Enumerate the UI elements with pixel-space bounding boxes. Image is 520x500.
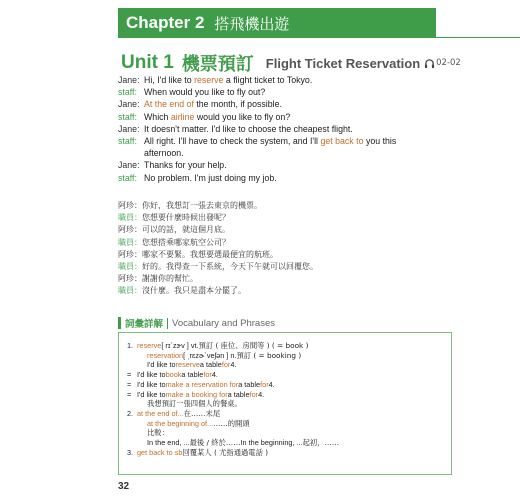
vocab-marker [127, 399, 137, 409]
key-phrase: reserve [175, 360, 200, 370]
vocab-text: I'd like to [137, 379, 166, 389]
vocab-line [127, 399, 447, 409]
speaker-label: staff: [118, 87, 137, 98]
indent [137, 419, 147, 429]
vocab-text: In the end, ... [147, 438, 190, 448]
vocab-text: ……的開頭 [213, 418, 250, 428]
text-span: Hi, I'd like to [144, 75, 195, 85]
vocab-text: 最後 / 終於…… [189, 438, 241, 448]
vocab-marker [127, 428, 137, 438]
key-phrase: reservation [147, 350, 184, 360]
translation-line [118, 237, 448, 249]
text-span: It doesn't matter. I'd like to choose the cheapest flight. [144, 123, 353, 134]
key-phrase: for [221, 360, 231, 370]
vocab-line [127, 351, 447, 361]
key-phrase: At the end of [144, 99, 194, 110]
vocab-text: a table [199, 360, 222, 370]
vocab-heading-zh: 詞彙詳解 [125, 319, 164, 330]
key-phrase: airline [170, 111, 195, 122]
dialog-text [144, 159, 448, 171]
translation-text: 哪家不要緊。我想要選最便宜的航班。 [142, 249, 278, 259]
text-span: a flight ticket to Tokyo. [223, 75, 313, 85]
dialog-text [144, 172, 448, 184]
translation-line [118, 261, 448, 273]
vocab-marker: = [127, 370, 132, 380]
dialog-line [118, 123, 448, 135]
speaker-label: 職員： [118, 262, 142, 272]
key-phrase: at the end of... [137, 408, 184, 418]
chapter-title: 搭飛機出遊 [214, 14, 290, 33]
vocab-text: a table [227, 389, 250, 399]
translation-text: 沒什麼。我只是盡本分罷了。 [142, 286, 246, 296]
text-span: When would you like to fly out? [144, 87, 266, 98]
vocab-text: 我想預訂一張四個人的餐桌。 [147, 399, 242, 409]
vocab-text: a table [181, 370, 204, 380]
dialog-text [144, 74, 448, 86]
vocab-line [127, 428, 447, 438]
dialog-text [144, 135, 448, 147]
vocab-text: a table [238, 379, 261, 389]
speaker-label: Jane: [118, 123, 140, 134]
key-phrase: make a reservation for [165, 379, 239, 389]
unit-english-title: Flight Ticket Reservation [265, 55, 421, 71]
vocab-line [127, 380, 447, 390]
vocab-heading [118, 316, 275, 330]
speaker-label: 職員： [118, 286, 142, 296]
indent [137, 399, 147, 409]
chinese-translation [118, 200, 448, 298]
speaker-label: 阿珍： [118, 274, 142, 284]
dialog-line [118, 147, 448, 159]
vocab-text: 預訂 ( 座位、房間等 ) ( = book ) [198, 341, 309, 350]
vocab-text: I'd like to [147, 360, 176, 370]
page-number: 32 [118, 481, 130, 492]
dialog-text [144, 111, 448, 123]
unit-heading [121, 50, 461, 76]
audio-track[interactable] [424, 58, 461, 69]
dialog-line [118, 74, 448, 86]
translation-line [118, 212, 448, 224]
translation-text: 好的。我得查一下系統，今天下午就可以回覆您。 [142, 262, 318, 272]
speaker-label: Jane: [118, 160, 140, 171]
speaker-label: 阿珍： [118, 249, 142, 259]
key-phrase: at the beginning of... [147, 418, 214, 428]
text-span: afternoon. [144, 148, 184, 159]
text-span: would you like to fly on? [194, 111, 291, 122]
vocab-text: I'd like to [137, 370, 166, 380]
translation-line [118, 285, 448, 297]
vocab-heading-en: Vocabulary and Phrases [172, 317, 275, 329]
dialog-line [118, 159, 448, 171]
vocab-marker: 3. [127, 447, 134, 457]
speaker-label: staff: [118, 111, 137, 122]
vocab-marker: 2. [127, 408, 134, 418]
dialog-line [118, 111, 448, 123]
vocab-text: 回覆某人 ( 尤指通過電話 ) [182, 447, 269, 457]
speaker-label: 阿珍： [118, 225, 142, 235]
indent [137, 360, 147, 370]
unit-title: 機票預訂 [181, 54, 254, 75]
key-phrase: reserve [137, 341, 162, 350]
vocab-line [127, 390, 447, 400]
speaker-label: Jane: [118, 99, 140, 110]
unit-label: Unit 1 [121, 52, 174, 73]
english-dialog [118, 74, 448, 184]
translation-text: 你好，我想訂一張去東京的機票。 [142, 201, 262, 210]
vocab-text: [ ˏrɛzɚˋveʃən ] n. [183, 350, 237, 360]
text-span: the month, if possible. [193, 99, 282, 110]
vocab-line [127, 409, 447, 419]
vocab-marker: = [127, 379, 132, 389]
key-phrase: get back to sb [137, 447, 183, 457]
vocab-line [127, 438, 447, 448]
dialog-line [118, 135, 448, 147]
speaker-label: 職員： [118, 237, 142, 247]
vocab-line [127, 448, 447, 458]
dialog-text [144, 123, 448, 135]
vocab-text: 起初，…… [302, 438, 340, 448]
vocab-marker: 1. [127, 341, 134, 350]
track-number: 02-02 [436, 58, 461, 68]
vocab-marker [127, 360, 137, 370]
text-span: you this [363, 136, 397, 147]
translation-line [118, 249, 448, 261]
vocab-text: I'd like to [137, 389, 166, 399]
vocab-box [118, 332, 452, 475]
vocab-line [127, 370, 447, 380]
text-span: All right. I'll have to check the system, and I'll [144, 136, 321, 147]
header-rule [436, 37, 520, 38]
vocab-text: In the beginning, ... [240, 438, 303, 448]
speaker-label: staff: [118, 172, 137, 183]
text-span: No problem. I'm just doing my job. [144, 172, 277, 183]
key-phrase: book [165, 370, 182, 380]
dialog-line [118, 98, 448, 110]
translation-text: 可以的話，就這個月底。 [142, 225, 230, 235]
vocab-divider [167, 318, 168, 329]
speaker-label: staff: [118, 136, 137, 147]
key-phrase: for [203, 370, 212, 380]
speaker-label: Jane: [118, 75, 140, 85]
vocab-text: 4. [230, 360, 237, 370]
vocab-marker [127, 351, 137, 361]
key-phrase: get back to [320, 136, 364, 147]
translation-line [118, 200, 448, 212]
key-phrase: for [260, 379, 269, 389]
vocab-text: 4. [258, 389, 265, 399]
vocab-line [127, 419, 447, 429]
vocab-text: 比較： [147, 428, 169, 438]
vocab-marker [127, 438, 137, 448]
indent [137, 351, 147, 361]
vocab-text: 在……末尾 [183, 408, 221, 418]
vocab-text: [ rɪˋzɝv ] vt. [161, 341, 199, 350]
dialog-line [118, 86, 448, 98]
translation-text: 您想要什麼時候出發呢？ [142, 213, 230, 223]
vocab-text: 4. [211, 370, 218, 380]
vocab-line [127, 360, 447, 370]
dialog-text [144, 147, 448, 159]
speaker-label [118, 147, 144, 159]
vocab-line [127, 341, 447, 351]
vocab-marker [127, 419, 137, 429]
headphones-icon [424, 58, 435, 69]
vocab-text: 預訂 ( = booking ) [236, 350, 302, 360]
indent [137, 428, 147, 438]
vocab-text: 4. [268, 379, 275, 389]
vocab-list [127, 341, 447, 457]
text-span: Thanks for your help. [144, 160, 227, 171]
vocab-marker [118, 317, 121, 329]
dialog-text [144, 86, 448, 98]
dialog-line [118, 172, 448, 184]
key-phrase: for [249, 389, 259, 399]
speaker-label: 職員： [118, 213, 142, 223]
indent [137, 438, 147, 448]
dialog-text [144, 98, 448, 110]
translation-line [118, 273, 448, 285]
translation-line [118, 224, 448, 236]
vocab-marker: = [127, 389, 132, 399]
translation-text: 謝謝你的幫忙。 [142, 274, 198, 284]
key-phrase: make a booking for [165, 389, 228, 399]
chapter-number: Chapter 2 [126, 13, 205, 32]
speaker-label: 阿珍： [118, 201, 142, 210]
translation-text: 您想搭乘哪家航空公司？ [142, 237, 230, 247]
key-phrase: reserve [194, 75, 224, 85]
chapter-header [118, 8, 436, 38]
text-span: Which [144, 111, 171, 122]
